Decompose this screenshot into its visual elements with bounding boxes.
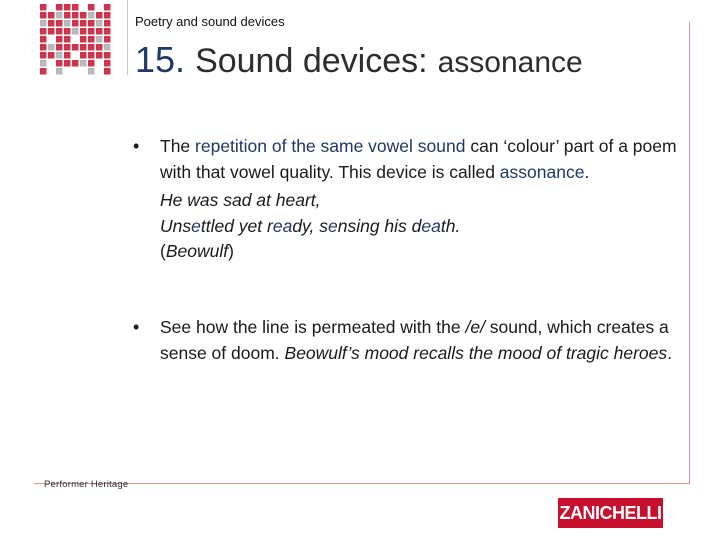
highlighted-text: repetition of the same vowel sound [195, 136, 466, 156]
logo-tile [80, 20, 87, 27]
logo-tile [48, 20, 55, 27]
logo-tile [56, 28, 63, 35]
text-segment: ttled yet r [200, 215, 273, 236]
logo-tile [96, 36, 103, 43]
logo-tile [64, 28, 71, 35]
logo-tile [96, 28, 103, 35]
text-segment: . [667, 342, 673, 363]
logo-tile [88, 4, 95, 11]
logo-tile [104, 44, 111, 51]
logo-tile [88, 20, 95, 27]
logo-tile [80, 28, 87, 35]
logo-tile [40, 12, 47, 19]
logo-tile [64, 12, 71, 19]
bullet-dot-icon: • [133, 136, 140, 156]
logo-tile [104, 12, 111, 19]
text-segment: ) [228, 241, 234, 261]
text-segment: Beowulf’s mood recalls the mood of tragic heroes [284, 342, 668, 363]
logo-tile [72, 60, 79, 67]
example-line [160, 239, 678, 265]
vowel-highlight: ea [272, 215, 293, 236]
example-line [160, 214, 678, 240]
text-segment: dy, s [292, 215, 328, 236]
text-segment: Beowulf [165, 241, 229, 261]
text-segment: Uns [160, 215, 192, 236]
logo-tile [104, 60, 111, 67]
title-sub: assonance [437, 46, 583, 79]
logo-tile [72, 28, 79, 35]
logo-tile [88, 12, 95, 19]
text-segment: The [160, 136, 196, 156]
logo-tile [40, 28, 47, 35]
logo-tile [96, 44, 103, 51]
logo-tile [56, 36, 63, 43]
logo-tile [72, 4, 79, 11]
logo-tile [40, 52, 47, 59]
logo-tile [104, 68, 111, 75]
logo-tile [40, 68, 47, 75]
logo-tile [72, 20, 79, 27]
logo-tile [96, 12, 103, 19]
text-segment: See how the line is permeated with the [160, 317, 466, 337]
text-segment: . [584, 161, 590, 182]
header-divider [127, 0, 128, 75]
section-label: Poetry and sound devices [135, 14, 285, 29]
vowel-highlight: e [191, 215, 201, 236]
bullet-text [160, 134, 678, 185]
logo-tile [64, 60, 71, 67]
logo-tile [80, 60, 87, 67]
logo-tile [56, 52, 63, 59]
highlighted-text: assonance [499, 161, 585, 182]
title-main: Sound devices: [195, 42, 428, 80]
logo-tile [72, 12, 79, 19]
bullet-2 [133, 315, 678, 366]
logo-tile [64, 44, 71, 51]
logo-tile [96, 20, 103, 27]
logo-tile [88, 60, 95, 67]
logo-tile [80, 36, 87, 43]
logo-tile [104, 4, 111, 11]
example-line [160, 188, 678, 214]
logo-tile [104, 36, 111, 43]
footer-series-label: Performer Heritage [44, 479, 129, 490]
logo-tile [48, 44, 55, 51]
publisher-logo-tail [663, 498, 720, 528]
logo-tile [88, 68, 95, 75]
logo-tile [104, 28, 111, 35]
logo-tile [40, 4, 47, 11]
logo-tile [88, 52, 95, 59]
logo-tile [56, 4, 63, 11]
logo-tile [40, 20, 47, 27]
text-segment: /e/ [465, 317, 485, 337]
logo-tile [56, 20, 63, 27]
logo [38, 2, 114, 78]
logo-tile [64, 36, 71, 43]
logo-tile [72, 44, 79, 51]
logo-tile [48, 12, 55, 19]
logo-tile [96, 52, 103, 59]
bullet-text [160, 315, 678, 366]
bullet-1 [133, 134, 678, 265]
mosaic-logo-icon [38, 2, 114, 78]
logo-tile [48, 28, 55, 35]
logo-tile [88, 44, 95, 51]
logo-tile [40, 60, 47, 67]
logo-tile [56, 68, 63, 75]
logo-tile [40, 44, 47, 51]
logo-tile [64, 52, 71, 59]
logo-tile [64, 4, 71, 11]
logo-tile [80, 52, 87, 59]
text-segment: sound, which creates a sense of doom. [160, 317, 669, 363]
vowel-highlight: ea [421, 215, 441, 236]
logo-tile [104, 52, 111, 59]
logo-tile [40, 36, 47, 43]
logo-tile [56, 12, 63, 19]
logo-tile [64, 20, 71, 27]
logo-tile [88, 28, 95, 35]
logo-tile [88, 36, 95, 43]
text-segment: ( [160, 241, 166, 261]
text-segment: nsing his d [337, 215, 422, 236]
logo-tile [56, 60, 63, 67]
text-segment: He was sad at heart, [160, 190, 321, 210]
title-number: 15. [135, 39, 186, 80]
logo-tile [104, 20, 111, 27]
frame-bottom-line [34, 483, 690, 484]
vowel-highlight: e [327, 215, 338, 236]
logo-tile [48, 52, 55, 59]
text-segment: th. [440, 215, 461, 236]
logo-tile [80, 44, 87, 51]
logo-tile [56, 44, 63, 51]
logo-tile [80, 12, 87, 19]
publisher-logo: ZANICHELLI [558, 498, 663, 528]
example-quote [160, 188, 678, 265]
page-title [135, 40, 583, 80]
frame-right-line [689, 22, 690, 484]
text-segment: can ‘colour’ part of a poem with that vowel quality. This device is called [160, 136, 677, 182]
bullet-dot-icon: • [133, 317, 140, 337]
